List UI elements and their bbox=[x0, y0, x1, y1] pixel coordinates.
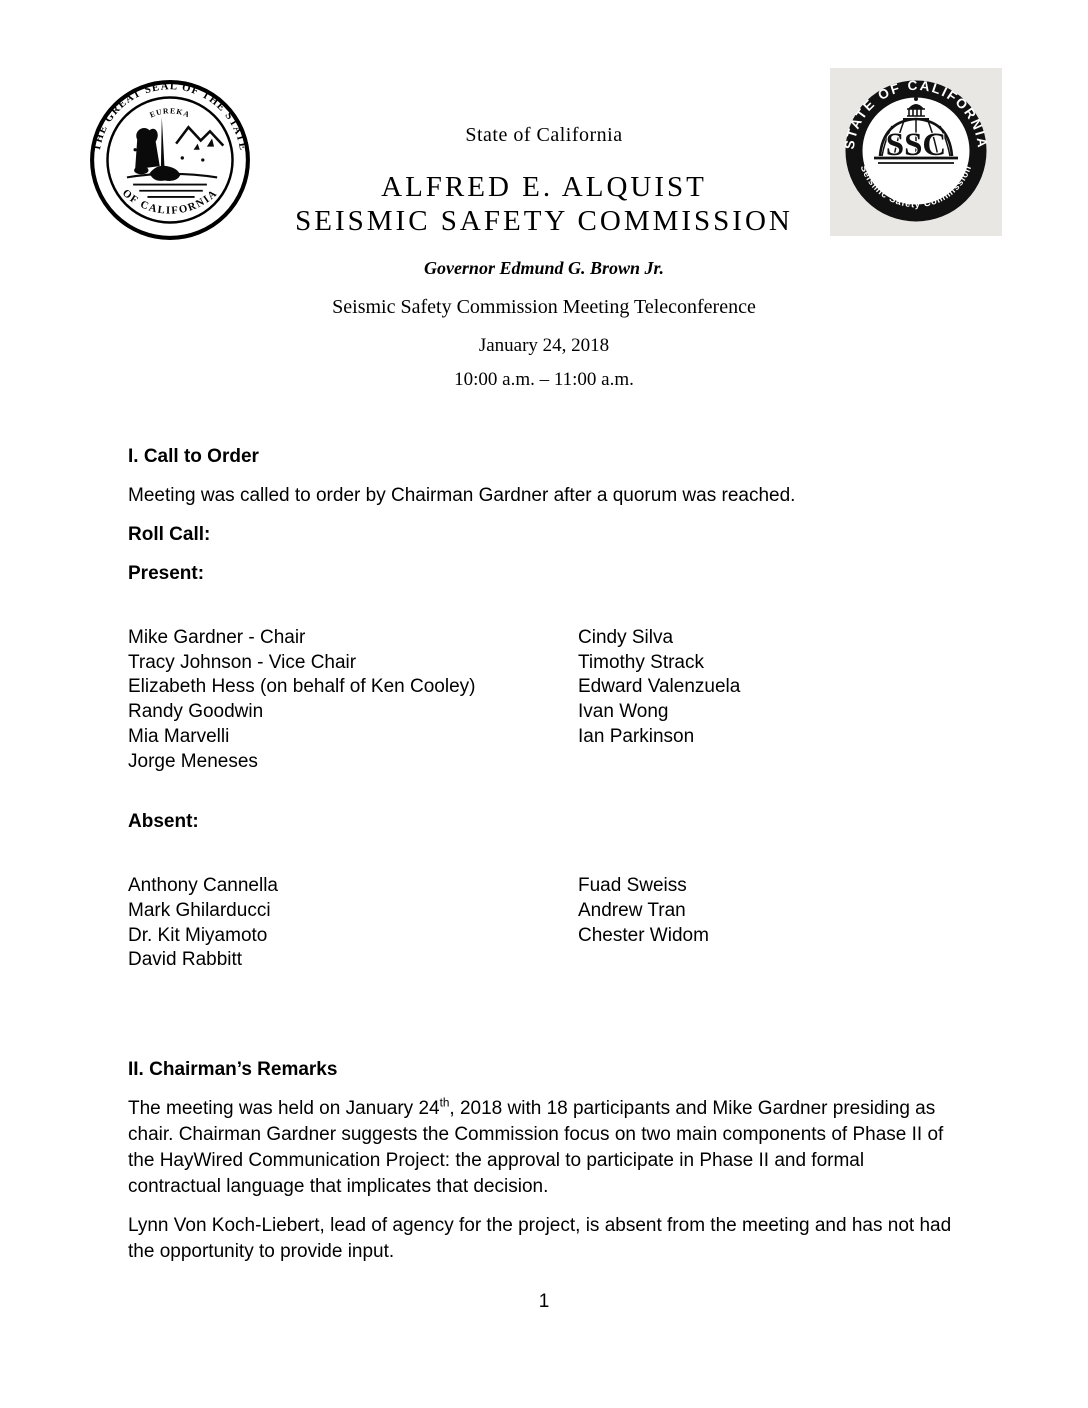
governor-line: Governor Edmund G. Brown Jr. bbox=[423, 258, 665, 278]
california-state-seal bbox=[88, 78, 252, 242]
meeting-time: 10:00 a.m. – 11:00 a.m. bbox=[454, 369, 634, 390]
title-line-2: SEISMIC SAFETY COMMISSION bbox=[295, 205, 793, 237]
state-line: State of California bbox=[465, 124, 623, 146]
remarks-p1-before-sup: The meeting was held on January 24 bbox=[128, 1098, 440, 1120]
absent-list bbox=[128, 874, 960, 973]
list-item: Jorge Meneses bbox=[128, 750, 258, 772]
list-item: David Rabbitt bbox=[128, 949, 243, 971]
list-item: Anthony Cannella bbox=[128, 875, 278, 897]
meeting-title: Seismic Safety Commission Meeting Teleconference bbox=[332, 296, 756, 318]
list-item: Dr. Kit Miyamoto bbox=[128, 924, 268, 946]
list-item: Ivan Wong bbox=[578, 701, 669, 723]
present-list-right-column bbox=[578, 626, 960, 774]
present-list-left-column bbox=[128, 626, 578, 774]
ssc-seal bbox=[830, 68, 1002, 236]
absent-label: Absent: bbox=[128, 811, 199, 833]
absent-list-left-column bbox=[128, 874, 578, 973]
section-heading-call-to-order: I. Call to Order bbox=[128, 446, 259, 467]
present-label: Present: bbox=[128, 563, 205, 584]
list-item: Cindy Silva bbox=[578, 627, 674, 648]
meeting-date: January 24, 2018 bbox=[478, 335, 610, 356]
list-item: Elizabeth Hess (on behalf of Ken Cooley) bbox=[128, 676, 476, 698]
chairmans-remarks-paragraph-1 bbox=[128, 1096, 960, 1200]
list-item: Mia Marvelli bbox=[128, 725, 230, 747]
list-item: Timothy Strack bbox=[578, 651, 704, 673]
page-number: 1 bbox=[538, 1291, 550, 1312]
list-item: Ian Parkinson bbox=[578, 725, 695, 747]
list-item: Tracy Johnson - Vice Chair bbox=[128, 651, 357, 673]
list-item: Mark Ghilarducci bbox=[128, 899, 271, 921]
remarks-p1-after-sup: , 2018 with 18 participants and Mike Gardner presiding as chair. Chairman Gardner suggests the Commission focus on two main components of Phase II of the HayWired Communication Project: the approval to participate in Phase II and formal contractual language that implicates that decision. bbox=[128, 1098, 944, 1198]
list-item: Mike Gardner - Chair bbox=[128, 627, 306, 648]
list-item: Andrew Tran bbox=[578, 899, 686, 921]
ssc-monogram: SSC bbox=[885, 127, 947, 163]
section-heading-chairmans-remarks: II. Chairman’s Remarks bbox=[128, 1059, 338, 1081]
california-state-seal-icon bbox=[88, 78, 252, 242]
ssc-seal-bottom-text: Seismic Safety Commission bbox=[857, 163, 975, 211]
call-to-order-paragraph: Meeting was called to order by Chairman Gardner after a quorum was reached. bbox=[128, 485, 796, 506]
ca-seal-motto: EUREKA bbox=[148, 106, 192, 120]
ca-seal-top-text: THE GREAT SEAL OF THE STATE bbox=[90, 80, 250, 153]
absent-list-right-column bbox=[578, 874, 960, 973]
chairmans-remarks-paragraph-2: Lynn Von Koch-Liebert, lead of agency for the project, is absent from the meeting and has not had the opportunity to provide input. bbox=[128, 1215, 952, 1263]
list-item: Chester Widom bbox=[578, 924, 709, 946]
svg-text:THE GREAT SEAL OF THE STATE bbox=[91, 80, 249, 152]
ordinal-superscript: th bbox=[439, 1096, 450, 1110]
ssc-seal-top-text: STATE OF CALIFORNIA bbox=[841, 77, 991, 151]
title-line-1: ALFRED E. ALQUIST bbox=[381, 171, 707, 203]
ssc-seal-icon bbox=[830, 68, 1002, 236]
present-list bbox=[128, 626, 960, 774]
roll-call-label: Roll Call: bbox=[128, 524, 211, 545]
list-item: Edward Valenzuela bbox=[578, 676, 741, 698]
document-body bbox=[0, 444, 1088, 1265]
svg-text:EUREKA bbox=[148, 106, 191, 119]
ca-seal-artwork bbox=[127, 117, 223, 197]
list-item: Fuad Sweiss bbox=[578, 875, 687, 897]
list-item: Randy Goodwin bbox=[128, 701, 264, 723]
ca-seal-bottom-text: OF CALIFORNIA bbox=[119, 186, 221, 217]
